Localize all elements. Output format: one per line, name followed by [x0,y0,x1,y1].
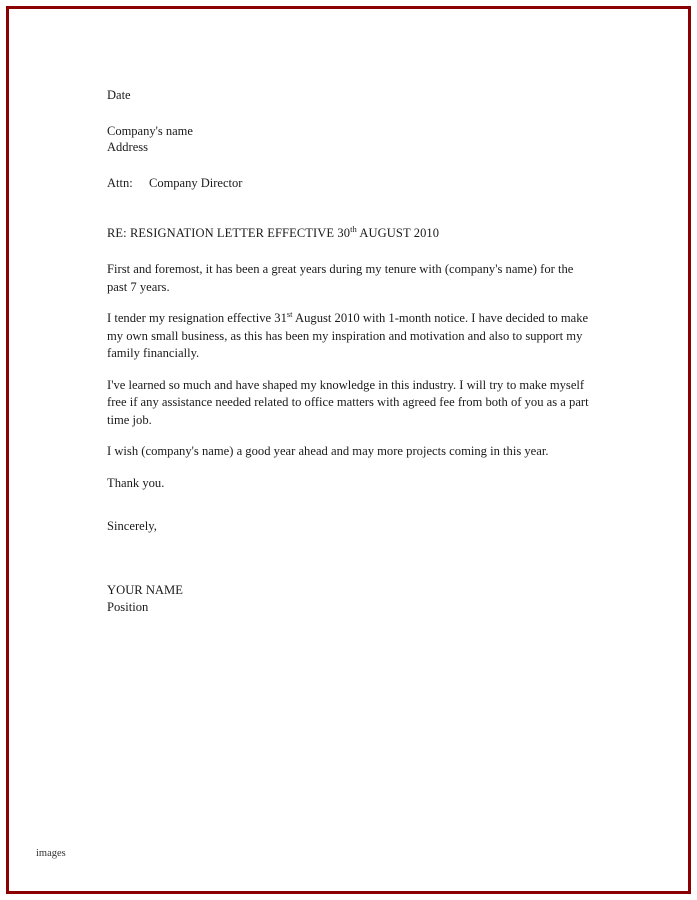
paragraph-three: I've learned so much and have shaped my knowledge in this industry. I will try to make myself free if any assistance needed related to office matters with agreed fee from both of you as a part time job. [107,377,589,427]
spacer [107,492,593,518]
address-placeholder: Address [107,140,148,154]
closing-line: Sincerely, [107,519,157,533]
thank-you-line: Thank you. [107,475,165,490]
image-caption: images [36,848,66,859]
paragraph-two-part-two: August 2010 with 1-month notice. I have decided to make my own small business, as this has been my inspiration and motivation and also to support my family financially. [107,311,589,360]
signer-position: Position [107,599,149,614]
subject-prefix: RE: RESIGNATION LETTER EFFECTIVE 30 [107,226,351,240]
paragraph-one: First and foremost, it has been a great years during my tenure with (company's name) for the past 7 years. [107,262,574,294]
spacer [107,461,593,475]
signer-name: YOUR NAME [107,582,183,597]
document-page-frame [6,6,691,894]
spacer [107,363,593,377]
paragraph-four: I wish (company's name) a good year ahead and may more projects coming in this year. [107,444,549,458]
spacer [107,155,593,175]
date-placeholder: Date [107,88,131,102]
attention-row [107,175,593,191]
subject-line [107,225,593,241]
company-name-placeholder: Company's name [107,124,193,138]
spacer [107,296,593,310]
subject-ordinal-suffix: th [350,223,357,234]
paragraph-two-part-one: I tender my resignation effective 31 [107,311,287,325]
spacer [107,191,593,225]
spacer [107,241,593,261]
paragraph-two-ordinal-suffix: st [286,308,293,319]
subject-suffix: AUGUST 2010 [356,226,440,240]
spacer [107,429,593,443]
attention-label: Attn: [107,176,133,190]
letter-body [107,87,593,616]
paragraph-two [107,310,593,363]
attention-value: Company Director [149,176,243,190]
spacer [107,103,593,123]
signature-space [107,536,593,582]
